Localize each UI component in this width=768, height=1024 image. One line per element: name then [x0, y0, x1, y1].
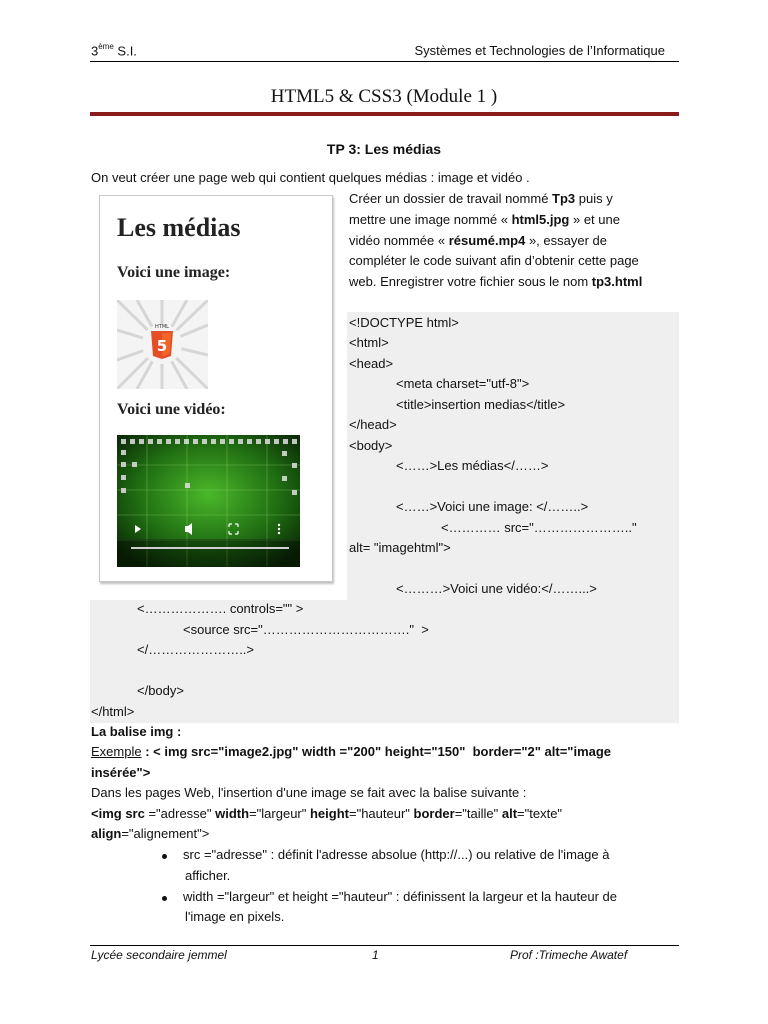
title-divider [90, 112, 679, 116]
preview-image-heading: Voici une image: [117, 264, 231, 281]
header-divider [90, 61, 679, 62]
code-block-background [347, 312, 679, 600]
footer-divider [90, 945, 679, 946]
footer-school: Lycée secondaire jemmel [91, 948, 227, 962]
code-line: <………… src="………………….." [441, 520, 637, 535]
code-line: </html> [91, 704, 135, 719]
code-line: <………>Voici une vidéo:</……...> [396, 581, 597, 596]
preview-video-heading: Voici une vidéo: [117, 401, 226, 418]
code-line: <html> [349, 335, 389, 350]
bullet-icon [162, 854, 167, 859]
video-progress-bar [131, 547, 289, 549]
code-line: <body> [349, 438, 393, 453]
code-line: <meta charset="utf-8"> [396, 376, 530, 391]
code-line: alt= "imagehtml"> [349, 540, 451, 555]
example-line: Exemple : < img src="image2.jpg" width ="200" height="150" border="2" alt="image [91, 744, 612, 759]
instruction-line-4: compléter le code suivant afin d’obtenir cette page [349, 253, 639, 268]
code-line: <………………. controls="" > [137, 601, 304, 616]
code-line: </body> [137, 683, 184, 698]
code-line: <source src="……………………………." > [183, 622, 429, 637]
intro-text: On veut créer une page web qui contient quelques médias : image et vidéo . [91, 170, 530, 185]
bullet-size-line-2: l'image en pixels. [185, 909, 285, 924]
code-block-background-lower [90, 600, 679, 723]
code-line: </…………………..> [137, 642, 255, 657]
img-description: Dans les pages Web, l'insertion d'une image se fait avec la balise suivante : [91, 785, 527, 800]
html5-logo-image [117, 300, 208, 389]
tp-title: TP 3: Les médias [326, 141, 442, 157]
instruction-line-3: vidéo nommée « résumé.mp4 », essayer de [349, 233, 607, 248]
example-line-cont: insérée"> [91, 765, 151, 780]
footer-author: Prof :Trimeche Awatef [510, 948, 628, 962]
bullet-src-line-1: src ="adresse" : définit l'adresse absolue (http://...) ou relative de l'image à [183, 847, 610, 862]
img-syntax-line-2: align="alignement"> [91, 826, 210, 841]
bullet-icon [162, 896, 167, 901]
header-level: 3ème S.I. [91, 42, 137, 59]
img-section-heading: La balise img : [91, 724, 182, 739]
code-line: <!DOCTYPE html> [349, 315, 459, 330]
instruction-line-5: web. Enregistrer votre fichier sous le nom tp3.html [349, 274, 643, 289]
instruction-line-1: Créer un dossier de travail nommé Tp3 puis y [349, 191, 613, 206]
preview-heading: Les médias [117, 213, 241, 242]
code-line: <……>Voici une image: </……..> [396, 499, 589, 514]
result-preview-figure [99, 195, 333, 582]
bullet-src-line-2: afficher. [185, 868, 231, 883]
html5-badge-number: 5 [156, 337, 168, 355]
html5-badge-label: HTML [155, 324, 169, 330]
instruction-line-2: mettre une image nommé « html5.jpg » et une [349, 212, 620, 227]
img-syntax-line-1: <img src ="adresse" width="largeur" height="hauteur" border="taille" alt="texte" [91, 806, 563, 821]
bullet-size-line-1: width ="largeur" et height ="hauteur" : définissent la largeur et la hauteur de [183, 889, 618, 904]
code-line: </head> [349, 417, 397, 432]
code-line: <……>Les médias</……> [396, 458, 549, 473]
header-subject: Systèmes et Technologies de l’Informatique [414, 43, 665, 58]
document-title: HTML5 & CSS3 (Module 1 ) [270, 86, 498, 107]
footer-page-number: 1 [372, 948, 379, 962]
code-line: <head> [349, 356, 394, 371]
code-line: <title>insertion medias</title> [396, 397, 566, 412]
video-player[interactable] [117, 435, 300, 567]
